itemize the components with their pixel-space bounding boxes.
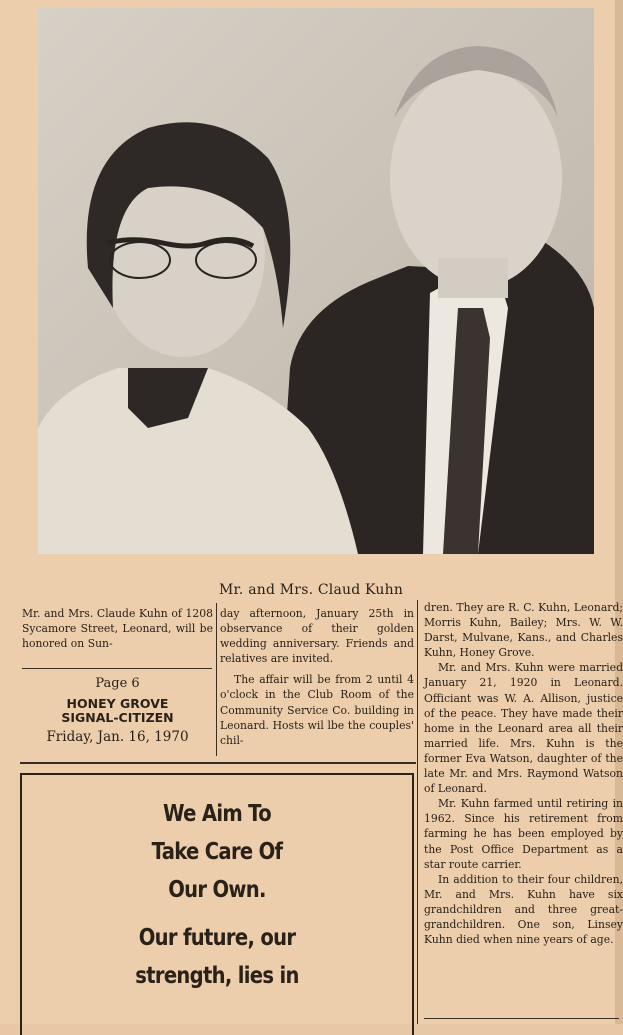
article-paragraph: The affair will be from 2 until 4 o'clock in the Club Room of the Community Service Co. building in Leonard. Hosts wil lbe the couples' chil- — [220, 673, 414, 747]
ad-headline-line-2: Take Care Of — [151, 839, 283, 865]
ad-body-line-2: strength, lies in — [135, 963, 299, 989]
issue-date: Friday, Jan. 16, 1970 — [46, 729, 189, 745]
couple-photograph — [38, 8, 594, 554]
article-column-3 — [424, 600, 623, 947]
article-paragraph: Mr. Kuhn farmed until retiring in 1962. Since his retirement from farming he has been employed by the Post Office Department as a star route carrier. — [424, 797, 623, 871]
article-paragraph: Mr. and Mrs. Kuhn were married January 21, 1920 in Leonard. Officiant was W. A. Allison, justice of the peace. They have made their home in the Leonard area all their married life. Mrs. Kuhn is the former Eva Watson, daughter of the late Mr. and Mrs. Raymond Watson of Leonard. — [424, 661, 623, 796]
article-column-1 — [22, 606, 213, 651]
article-column-2 — [220, 606, 414, 748]
article-paragraph: day afternoon, January 25th in observance of their golden wedding anniversary. Friends and relatives are invited. — [220, 607, 414, 666]
article-lead-paragraph: Mr. and Mrs. Claude Kuhn of 1208 Sycamore Street, Leonard, will be honored on Sun- — [22, 607, 213, 651]
article-paragraph: In addition to their four children, Mr. and Mrs. Kuhn have six grandchildren and three great-grandchildren. One son, Linsey Kuhn died when nine years of age. — [424, 872, 623, 947]
paper-name-line-2: SIGNAL-CITIZEN — [61, 710, 174, 725]
newspaper-masthead — [22, 676, 213, 745]
ad-headline-line-1: We Aim To — [162, 801, 272, 827]
column-rule-bottom — [424, 1018, 619, 1019]
page-number: Page 6 — [95, 676, 140, 691]
ad-rule-top — [20, 762, 416, 764]
article-paragraph: dren. They are R. C. Kuhn, Leonard; Morris Kuhn, Bailey; Mrs. W. W. Darst, Mulvane, Kans., and Charles Kuhn, Honey Grove. — [424, 601, 623, 660]
masthead-rule-top — [22, 668, 212, 669]
column-rule-left — [216, 603, 217, 756]
photo-caption: Mr. and Mrs. Claud Kuhn — [219, 582, 404, 598]
paper-name-line-1: HONEY GROVE — [66, 696, 169, 711]
ad-body-line-1: Our future, our — [138, 925, 296, 951]
advertisement-box — [20, 773, 414, 1035]
column-rule-right — [417, 600, 418, 1024]
ad-headline-line-3: Our Own. — [168, 877, 266, 903]
